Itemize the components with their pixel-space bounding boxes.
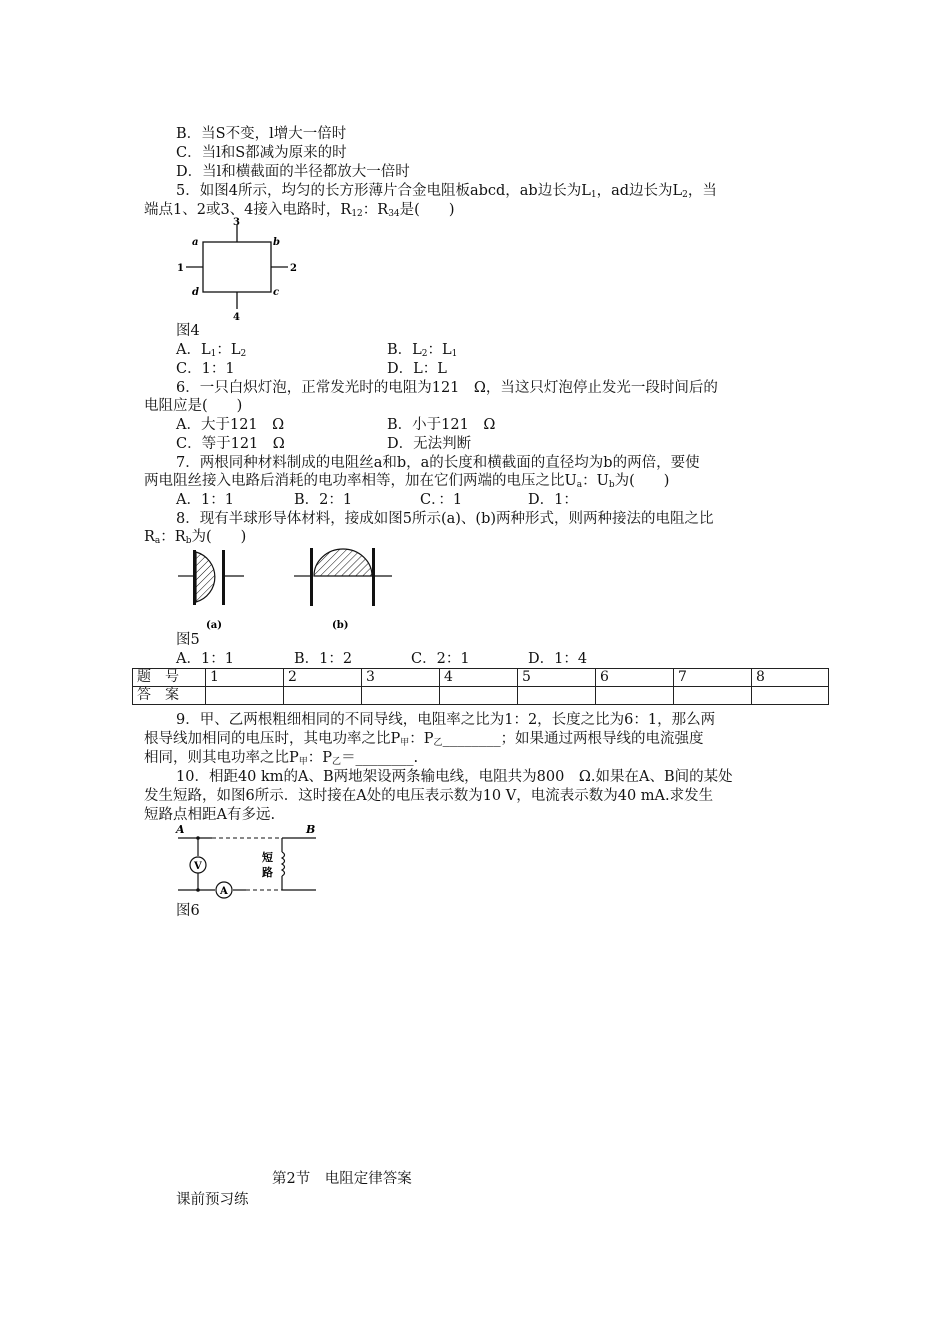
- q6-option-c: C．等于121 Ω: [176, 436, 285, 452]
- answer-table: [132, 668, 829, 705]
- answer-blank[interactable]: [440, 687, 518, 705]
- label-d: d: [192, 287, 199, 298]
- q6-option-b: B．小于121 Ω: [387, 417, 496, 433]
- q6-stem-line2: 电阻应是( ): [144, 398, 243, 414]
- q8-stem-line1: 8．现有半球形导体材料，接成如图5所示(a)、(b)两种形式，则两种接法的电阻之比: [176, 511, 714, 527]
- short-circuit-coil: [282, 852, 285, 876]
- q4-option-c: C．当l和S都减为原来的时: [176, 145, 347, 161]
- q7-option-b: B．2：1: [294, 492, 353, 508]
- label-3: 3: [233, 217, 240, 228]
- q6-stem-line1: 6．一只白炽灯泡，正常发光时的电阻为121 Ω，当这只灯泡停止发光一段时间后的: [176, 380, 718, 396]
- table-cell-number: 6: [596, 669, 674, 687]
- answer-table-row-answers: [133, 687, 829, 705]
- plate-rect: [203, 242, 271, 292]
- figure-6-caption: 图6: [176, 903, 200, 919]
- label-c: c: [273, 287, 280, 298]
- answers-section-title: 第2节 电阻定律答案: [272, 1171, 412, 1187]
- table-cell-number: 8: [752, 669, 829, 687]
- label-2: 2: [290, 263, 297, 274]
- q8-option-a: A．1：1: [176, 651, 234, 667]
- plate-right-a: [222, 550, 225, 605]
- junction-dot-top: [196, 836, 200, 840]
- q10-line1: 10．相距40 km的A、B两地架设两条输电线，电阻共为800 Ω.如果在A、B间的某处: [176, 769, 733, 785]
- table-header-answer: 答 案: [133, 687, 206, 705]
- q9-line2: 根导线加相同的电压时，其电功率之比$P_甲$：$P_乙\_\_\_\_\_\_\_\_$；如果通过两根导线的电流强度: [144, 731, 704, 748]
- label-b: b: [273, 237, 280, 248]
- answers-section-subtitle: 课前预习练: [176, 1192, 249, 1208]
- short-label-2: 路: [262, 866, 273, 879]
- q5-option-c: C．1：1: [176, 361, 235, 377]
- q7-option-c: C．：1: [420, 492, 463, 508]
- hemisphere-b: [314, 549, 372, 576]
- q4-option-b: B．当S不变，l增大一倍时: [176, 126, 347, 142]
- q5-option-a: A．$L_1$：$L_2$: [176, 342, 247, 359]
- q7-option-d: D．1：: [528, 492, 578, 508]
- answer-blank[interactable]: [596, 687, 674, 705]
- answer-blank[interactable]: [362, 687, 440, 705]
- table-cell-number: 3: [362, 669, 440, 687]
- q10-line3: 短路点相距A有多远.: [144, 807, 276, 823]
- q9-line1: 9．甲、乙两根粗细相同的不同导线，电阻率之比为1：2，长度之比为6：1，那么两: [176, 712, 716, 728]
- answer-blank[interactable]: [284, 687, 362, 705]
- plate-left-b: [310, 548, 313, 606]
- table-cell-number: 7: [674, 669, 752, 687]
- q6-option-a: A．大于121 Ω: [176, 417, 285, 433]
- label-A-point: A: [176, 823, 185, 836]
- q9-line3: 相同，则其电功率之比$P_甲$：$P_乙=\_\_\_\_\_\_\_\_$.: [144, 750, 419, 767]
- label-4: 4: [233, 312, 240, 323]
- label-1: 1: [177, 263, 184, 274]
- figure-5-caption: 图5: [176, 632, 200, 648]
- answer-blank[interactable]: [206, 687, 284, 705]
- q4-option-d: D．当l和横截面的半径都放大一倍时: [176, 164, 410, 180]
- figure-4-caption: 图4: [176, 323, 200, 339]
- q8-option-d: D．1：4: [528, 651, 588, 667]
- figure-5b: [294, 548, 392, 631]
- answer-table-row-numbers: [133, 669, 829, 687]
- table-header-number: 题 号: [133, 669, 206, 687]
- short-label-1: 短: [262, 851, 273, 864]
- q10-line2: 发生短路，如图6所示．这时接在A处的电压表示数为10 V，电流表示数为40 mA.求发生: [144, 788, 714, 804]
- q8-option-b: B．1：2: [294, 651, 353, 667]
- table-cell-number: 1: [206, 669, 284, 687]
- hemisphere-a: [196, 552, 215, 602]
- q8-option-c: C．2：1: [411, 651, 470, 667]
- junction-dot-bottom: [196, 888, 200, 892]
- q5-stem-line2: 端点1、2或3、4接入电路时，$R_{12}$：$R_{34}$是( ): [144, 202, 455, 219]
- q6-option-d: D．无法判断: [387, 436, 472, 452]
- table-cell-number: 5: [518, 669, 596, 687]
- figure-4-resistor-plate: [170, 215, 310, 325]
- label-a: a: [192, 237, 199, 248]
- table-cell-number: 2: [284, 669, 362, 687]
- answer-blank[interactable]: [518, 687, 596, 705]
- q5-option-b: B．$L_2$：$L_1$: [387, 342, 458, 359]
- figure-5b-label: (b): [332, 620, 349, 631]
- answer-blank[interactable]: [674, 687, 752, 705]
- q7-option-a: A．1：1: [176, 492, 234, 508]
- figure-5-hemisphere-connections: [170, 542, 410, 637]
- answer-blank[interactable]: [752, 687, 829, 705]
- ammeter-label: A: [220, 886, 228, 897]
- q7-stem-line2: 两电阻丝接入电路后消耗的电功率相等，加在它们两端的电压之比$U_a$：$U_b$为( ): [144, 473, 670, 490]
- q8-stem-line2: $R_a$：$R_b$为( ): [144, 529, 247, 546]
- voltmeter-label: V: [194, 861, 202, 872]
- figure-5a-label: (a): [206, 620, 222, 631]
- table-cell-number: 4: [440, 669, 518, 687]
- label-B-point: B: [306, 823, 316, 836]
- figure-6-circuit: [170, 822, 330, 908]
- q5-option-d: D．L：L: [387, 361, 447, 377]
- q7-stem-line1: 7．两根同种材料制成的电阻丝a和b，a的长度和横截面的直径均为b的两倍，要使: [176, 455, 700, 471]
- figure-5a: [178, 550, 244, 631]
- q5-stem-line1: 5．如图4所示，均匀的长方形薄片合金电阻板abcd，ab边长为$L_1$，ad边长为$L_2$，当: [176, 183, 717, 200]
- plate-right-b: [372, 548, 375, 606]
